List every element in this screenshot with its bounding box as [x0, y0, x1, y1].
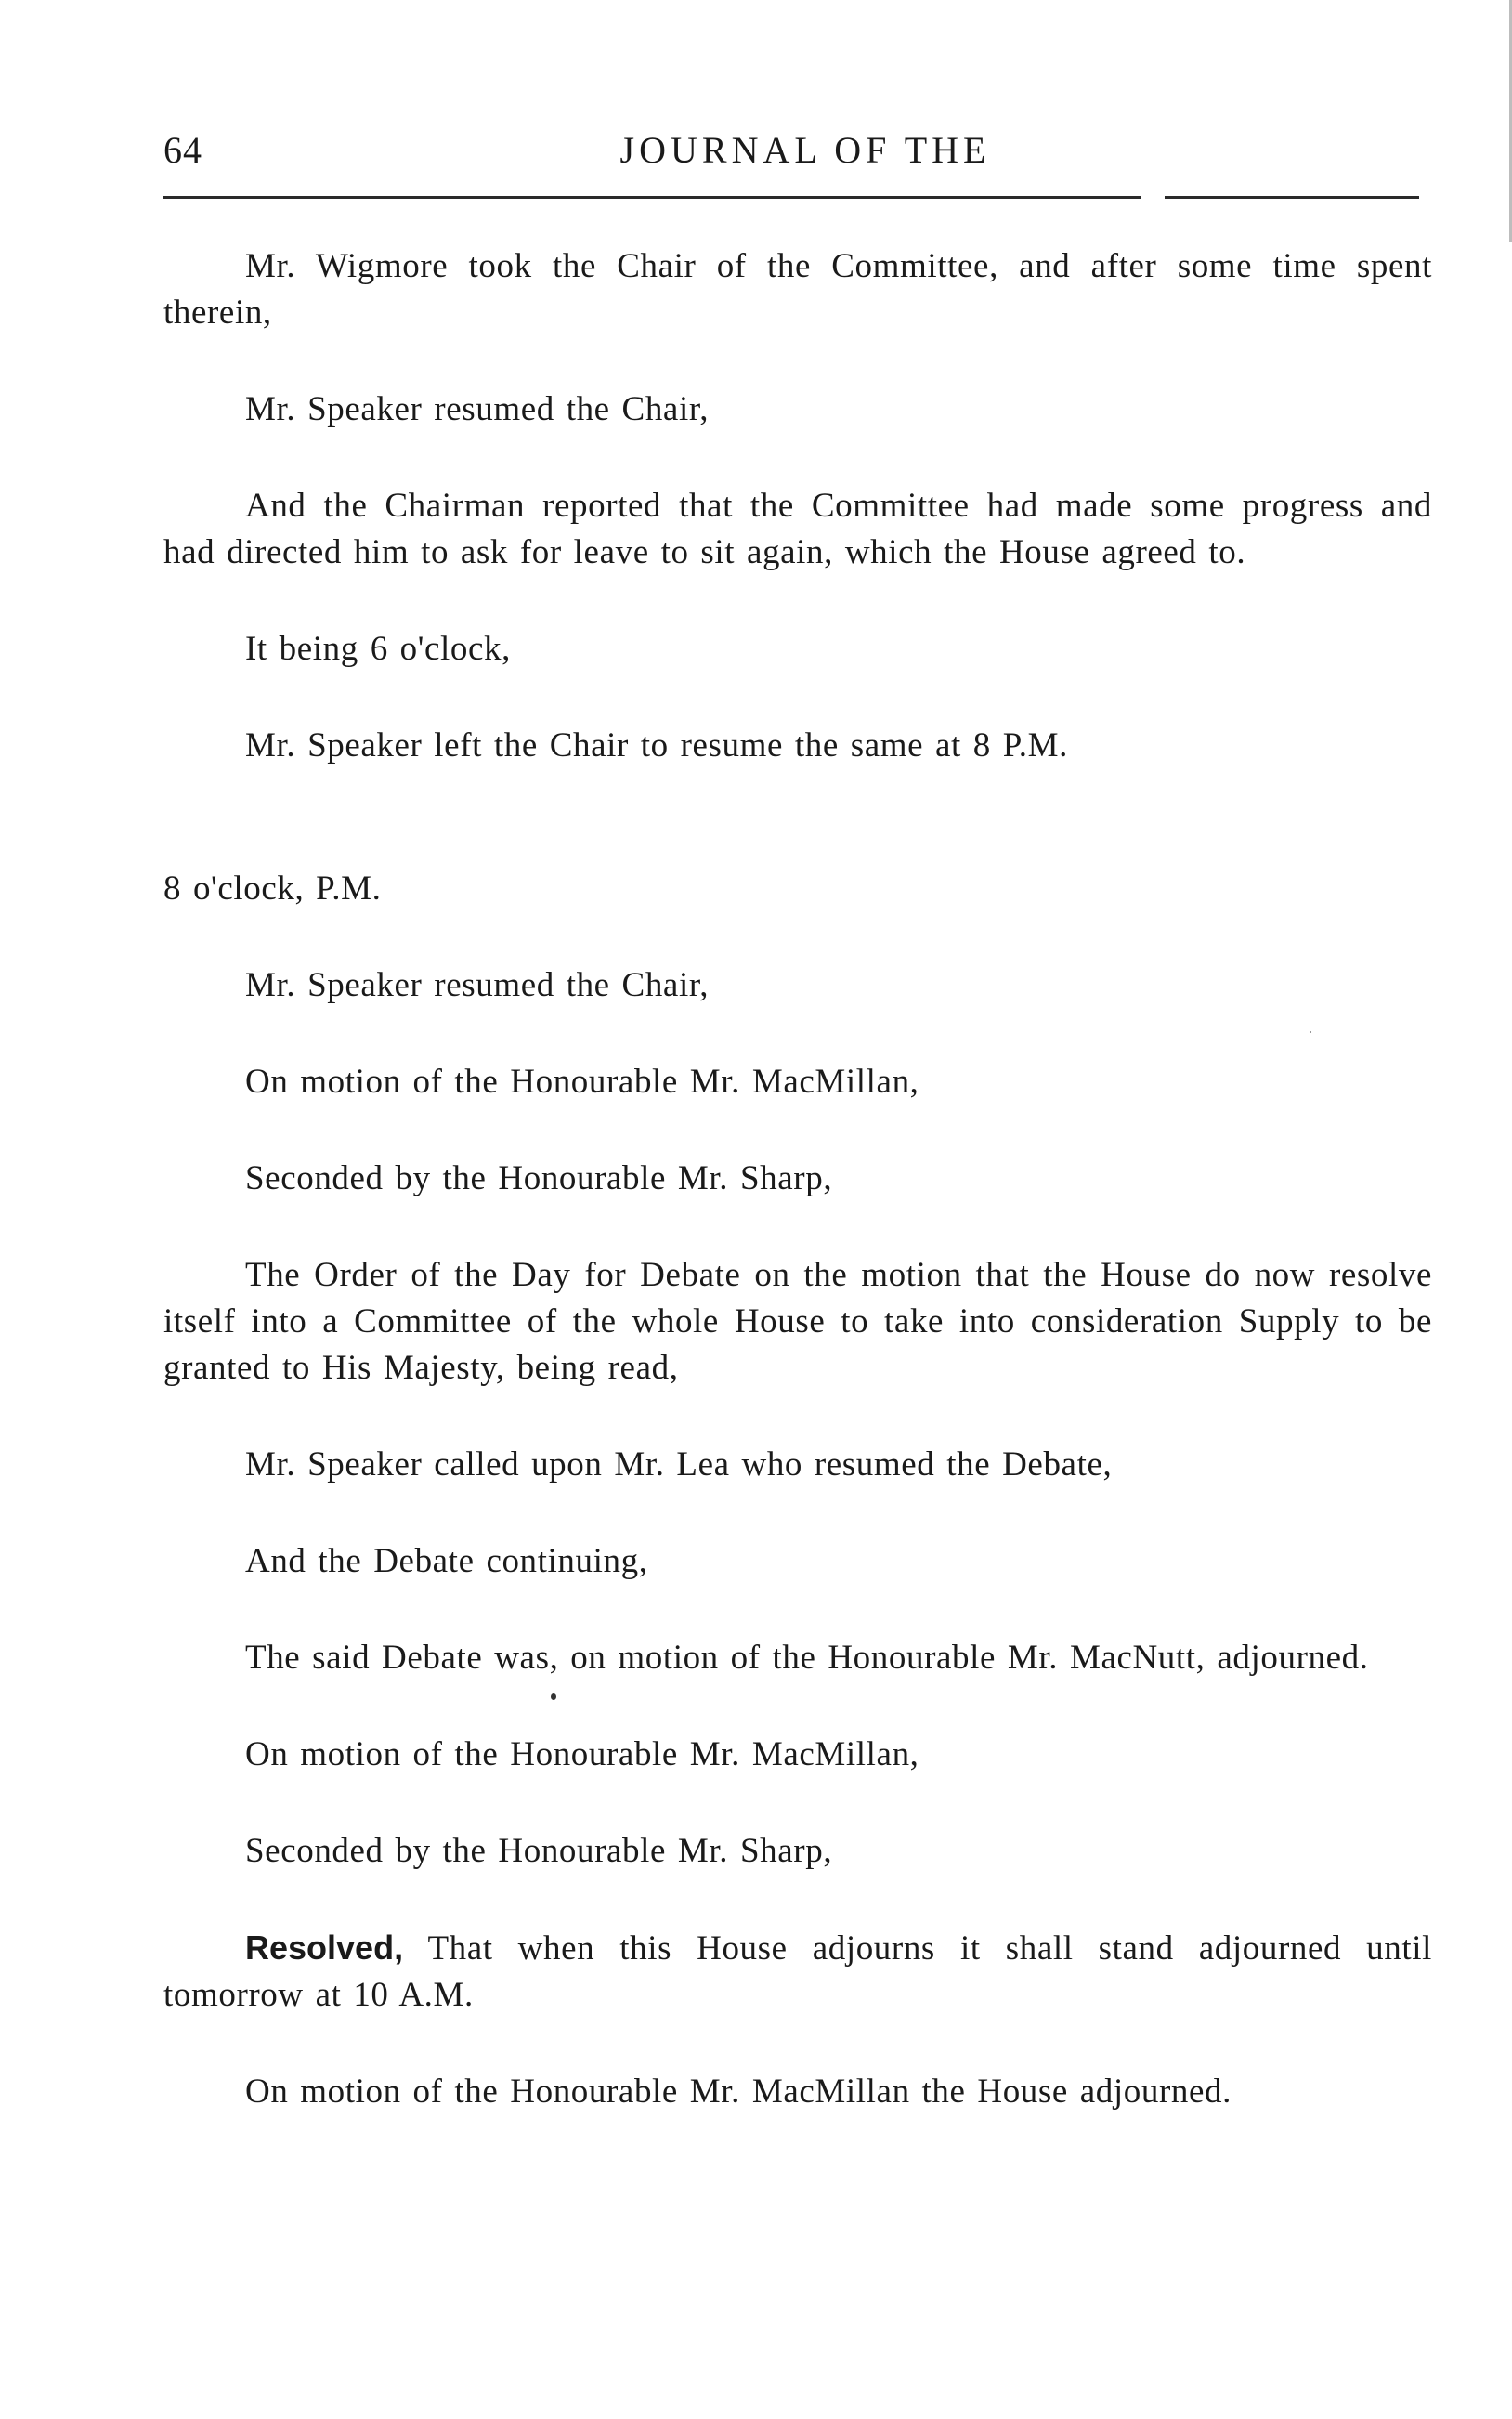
- running-title: JOURNAL OF THE: [619, 129, 991, 171]
- paragraph-house-adjourned: On motion of the Honourable Mr. MacMillan the House adjourned.: [245, 2072, 1232, 2111]
- time-stamp: 8 o'clock, P.M.: [163, 870, 382, 908]
- page-number: 64: [163, 129, 202, 171]
- page-header: [163, 128, 1419, 184]
- header-rule-gap: [1141, 193, 1165, 201]
- paragraph-resolved: [163, 1925, 1432, 2019]
- paragraph-motion-macmillan: On motion of the Honourable Mr. MacMillan,: [245, 1063, 919, 1101]
- journal-body: [163, 243, 1432, 2165]
- header-rule: [163, 196, 1419, 199]
- resolved-label: Resolved,: [245, 1929, 404, 1967]
- paragraph-seconded-sharp: Seconded by the Honourable Mr. Sharp,: [245, 1159, 833, 1197]
- paragraph-motion-macmillan-2: On motion of the Honourable Mr. MacMillan,: [245, 1735, 919, 1773]
- paragraph-seconded-sharp-2: Seconded by the Honourable Mr. Sharp,: [245, 1832, 833, 1870]
- ink-speck: [551, 1693, 556, 1700]
- paragraph-chairman-report: And the Chairman reported that the Committee had made some progress and had directed him to ask for leave to sit again, which the House agreed to.: [163, 487, 1432, 571]
- paragraph-debate-adjourned: The said Debate was, on motion of the Honourable Mr. MacNutt, adjourned.: [245, 1639, 1369, 1677]
- paragraph-six-oclock: It being 6 o'clock,: [245, 630, 511, 668]
- paragraph-committee-chair: Mr. Wigmore took the Chair of the Committee, and after some time spent therein,: [163, 247, 1432, 332]
- resolved-text: That when this House adjourns it shall stand adjourned until tomorrow at 10 A.M.: [163, 1929, 1432, 2014]
- ink-speck-small: [1310, 1031, 1311, 1033]
- paragraph-speaker-left: Mr. Speaker left the Chair to resume the same at 8 P.M.: [245, 726, 1068, 765]
- paragraph-speaker-resumed: Mr. Speaker resumed the Chair,: [245, 390, 710, 428]
- paragraph-order-of-day: The Order of the Day for Debate on the motion that the House do now resolve itself into a Committee of the whole House to take into consideration Supply to be granted to His Majesty, being read,: [163, 1256, 1432, 1387]
- paragraph-debate-continuing: And the Debate continuing,: [245, 1542, 648, 1580]
- paragraph-lea-debate: Mr. Speaker called upon Mr. Lea who resumed the Debate,: [245, 1445, 1113, 1484]
- paragraph-speaker-resumed-evening: Mr. Speaker resumed the Chair,: [245, 966, 710, 1004]
